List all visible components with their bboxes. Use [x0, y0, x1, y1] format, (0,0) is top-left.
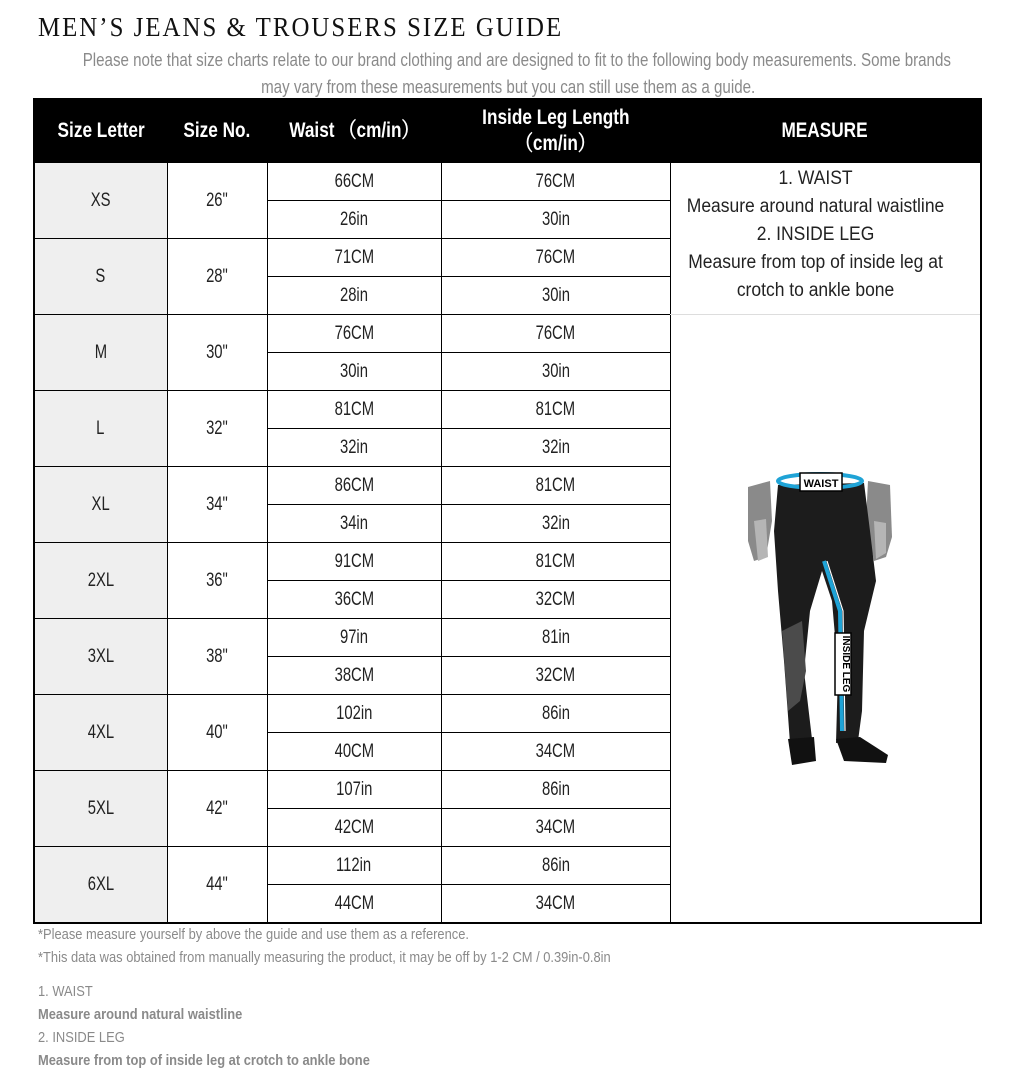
waist-cell: 76CM — [267, 315, 441, 353]
size-letter-cell: 2XL — [34, 543, 167, 619]
jeans-figure — [670, 315, 981, 924]
size-letter-cell: L — [34, 391, 167, 467]
size-letter-cell: 6XL — [34, 847, 167, 924]
inside-leg-cell: 32CM — [441, 581, 670, 619]
size-no-cell: 42" — [167, 771, 267, 847]
table-row — [34, 163, 981, 201]
note-2: *This data was obtained from manually measuring the product, it may be off by 1-2 CM / 0.39in-0.8in — [38, 949, 611, 966]
size-letter-cell: 3XL — [34, 619, 167, 695]
size-letter-cell: 5XL — [34, 771, 167, 847]
size-no-cell: 44" — [167, 847, 267, 924]
legend-waist-heading: 1. WAIST — [38, 983, 93, 1000]
inside-leg-cell: 86in — [441, 847, 670, 885]
inside-leg-cell: 81CM — [441, 543, 670, 581]
waist-cell: 44CM — [267, 885, 441, 924]
jeans-measure-illustration — [740, 461, 910, 771]
page-title: MEN’S JEANS & TROUSERS SIZE GUIDE — [38, 12, 564, 42]
inside-leg-cell: 86in — [441, 771, 670, 809]
size-no-cell: 38" — [167, 619, 267, 695]
waist-cell: 32in — [267, 429, 441, 467]
inside-leg-cell: 76CM — [441, 239, 670, 277]
inside-leg-cell: 81CM — [441, 467, 670, 505]
measure-leg-text-2: crotch to ankle bone — [736, 280, 894, 301]
waist-cell: 86CM — [267, 467, 441, 505]
legend-leg-heading: 2. INSIDE LEG — [38, 1029, 125, 1046]
inside-leg-cell: 32in — [441, 429, 670, 467]
waist-cell: 112in — [267, 847, 441, 885]
header-size-letter: Size Letter — [34, 99, 167, 163]
inside-leg-cell: 30in — [441, 277, 670, 315]
size-no-cell: 36" — [167, 543, 267, 619]
waist-cell: 81CM — [267, 391, 441, 429]
size-no-cell: 32" — [167, 391, 267, 467]
measure-waist-heading: 1. WAIST — [777, 168, 853, 189]
size-no-cell: 28" — [167, 239, 267, 315]
intro-line-2: may vary from these measurements but you can still use them as a guide. — [260, 77, 756, 97]
waist-cell: 30in — [267, 353, 441, 391]
intro-line-1: Please note that size charts relate to our brand clothing and are designed to fit to the following body measurements. Some brands — [82, 50, 951, 70]
header-row — [34, 99, 981, 163]
waist-cell: 71CM — [267, 239, 441, 277]
waist-cell: 28in — [267, 277, 441, 315]
size-table — [33, 98, 982, 924]
intro-note — [0, 47, 1016, 101]
inside-leg-cell: 30in — [441, 353, 670, 391]
header-inside-leg: Inside Leg Length （cm/in） — [441, 99, 670, 163]
size-no-cell: 34" — [167, 467, 267, 543]
table-row — [34, 315, 981, 353]
legend-leg-text: Measure from top of inside leg at crotch to ankle bone — [38, 1052, 370, 1069]
svg-text:INSIDE LEG: INSIDE LEG — [840, 635, 852, 692]
measure-leg-text-1: Measure from top of inside leg at — [687, 252, 943, 273]
waist-cell: 42CM — [267, 809, 441, 847]
waist-cell: 26in — [267, 201, 441, 239]
note-1: *Please measure yourself by above the guide and use them as a reference. — [38, 926, 469, 943]
waist-cell: 34in — [267, 505, 441, 543]
measure-instructions — [670, 163, 981, 315]
waist-cell: 36CM — [267, 581, 441, 619]
size-letter-cell: S — [34, 239, 167, 315]
inside-leg-cell: 32in — [441, 505, 670, 543]
waist-cell: 40CM — [267, 733, 441, 771]
size-no-cell: 30" — [167, 315, 267, 391]
svg-text:WAIST: WAIST — [803, 477, 839, 490]
inside-leg-cell: 32CM — [441, 657, 670, 695]
measure-waist-text: Measure around natural waistline — [686, 196, 944, 217]
waist-cell: 102in — [267, 695, 441, 733]
inside-leg-cell: 76CM — [441, 163, 670, 201]
inside-leg-cell: 76CM — [441, 315, 670, 353]
size-no-cell: 26" — [167, 163, 267, 239]
header-size-no: Size No. — [167, 99, 267, 163]
inside-leg-cell: 34CM — [441, 885, 670, 924]
measure-leg-heading: 2. INSIDE LEG — [756, 224, 874, 245]
size-letter-cell: XL — [34, 467, 167, 543]
header-measure: MEASURE — [670, 99, 981, 163]
legend-waist-text: Measure around natural waistline — [38, 1006, 243, 1023]
inside-leg-cell: 34CM — [441, 809, 670, 847]
header-waist: Waist （cm/in） — [267, 99, 441, 163]
inside-leg-cell: 81in — [441, 619, 670, 657]
inside-leg-cell: 86in — [441, 695, 670, 733]
waist-cell: 91CM — [267, 543, 441, 581]
inside-leg-cell: 81CM — [441, 391, 670, 429]
waist-cell: 97in — [267, 619, 441, 657]
measure-legend — [38, 980, 424, 1072]
size-letter-cell: 4XL — [34, 695, 167, 771]
inside-leg-cell: 30in — [441, 201, 670, 239]
size-no-cell: 40" — [167, 695, 267, 771]
size-letter-cell: XS — [34, 163, 167, 239]
waist-cell: 38CM — [267, 657, 441, 695]
size-letter-cell: M — [34, 315, 167, 391]
inside-leg-cell: 34CM — [441, 733, 670, 771]
notes — [38, 923, 704, 969]
waist-cell: 107in — [267, 771, 441, 809]
waist-cell: 66CM — [267, 163, 441, 201]
